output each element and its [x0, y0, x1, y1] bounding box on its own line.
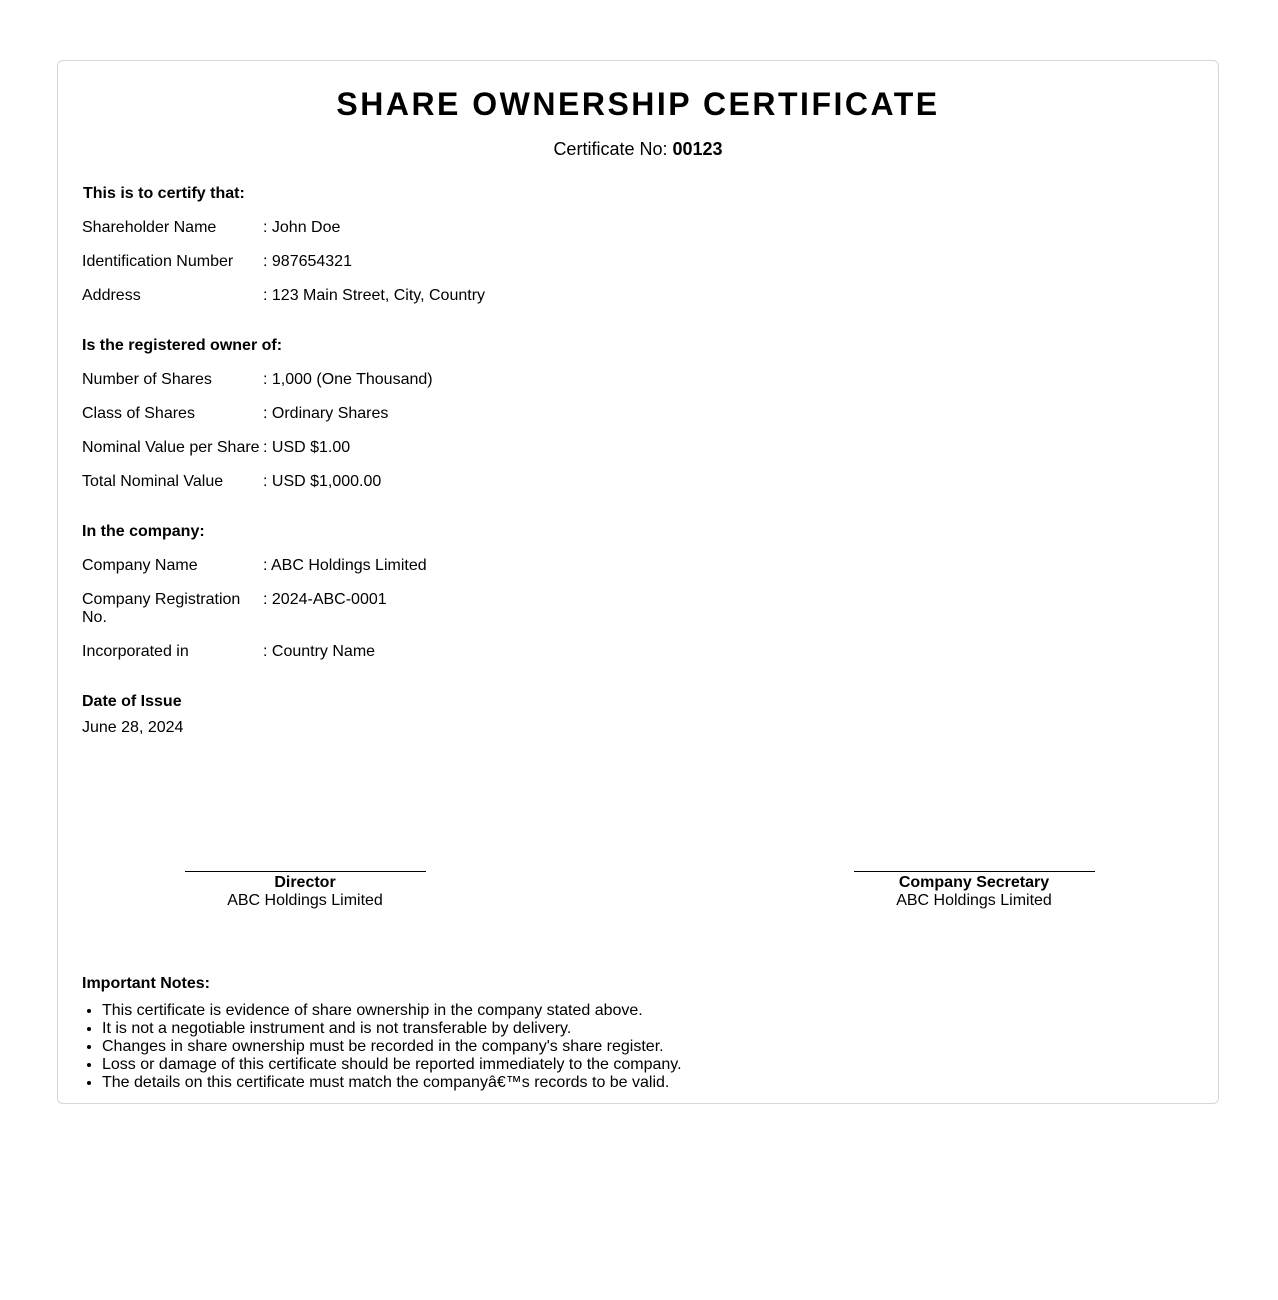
ownership-heading: Is the registered owner of: [82, 337, 283, 354]
detail-label: Company Name [82, 557, 198, 574]
detail-label: Nominal Value per Share [82, 439, 260, 456]
detail-label: Company Registration No. [82, 591, 241, 626]
detail-value: : ABC Holdings Limited [263, 557, 427, 574]
signature-role: Company Secretary [898, 874, 1050, 891]
date-of-issue-value: June 28, 2024 [82, 719, 184, 736]
list-item: • It is not a negotiable instrument and is not transferable by delivery. [102, 1020, 1182, 1038]
detail-value: : USD $1,000.00 [263, 473, 382, 490]
notes-list [82, 1002, 1182, 1092]
certify-heading: This is to certify that: [83, 185, 245, 202]
company-heading: In the company: [82, 523, 205, 540]
certificate-number: 00123 [672, 139, 723, 159]
detail-value: : John Doe [263, 219, 341, 236]
detail-value: : 1,000 (One Thousand) [263, 371, 433, 388]
list-item: • This certificate is evidence of share ownership in the company stated above. [102, 1002, 1182, 1020]
certificate-title: SHARE OWNERSHIP CERTIFICATE [336, 86, 940, 122]
detail-label: Class of Shares [82, 405, 195, 422]
important-notes-heading: Important Notes: [82, 975, 210, 992]
signature-line [854, 871, 1095, 872]
list-item: • Changes in share ownership must be recorded in the company's share register. [102, 1038, 1182, 1056]
detail-value: : 2024-ABC-0001 [263, 591, 387, 608]
secretary-signature-block [853, 871, 1095, 910]
certificate-card [57, 60, 1219, 1104]
important-notes [82, 974, 1182, 1092]
detail-label: Address [82, 287, 141, 304]
signature-role: Director [274, 874, 336, 891]
certificate-number-line [58, 138, 1218, 160]
list-item: • Loss or damage of this certificate should be reported immediately to the company. [102, 1056, 1182, 1074]
list-item: • The details on this certificate must match the companyâ€™s records to be valid. [102, 1074, 1182, 1092]
certificate-number-label: Certificate No: [553, 139, 673, 159]
signature-line [185, 871, 426, 872]
detail-value: : USD $1.00 [263, 439, 351, 456]
detail-value: : 987654321 [263, 253, 352, 270]
detail-label: Shareholder Name [82, 219, 217, 236]
detail-label: Incorporated in [82, 643, 189, 660]
detail-label: Total Nominal Value [82, 473, 224, 490]
detail-value: : 123 Main Street, City, Country [263, 287, 486, 304]
director-signature-block [184, 871, 426, 910]
detail-value: : Country Name [263, 643, 376, 660]
date-of-issue-heading: Date of Issue [82, 693, 182, 710]
signature-company: ABC Holdings Limited [896, 892, 1052, 909]
detail-label: Identification Number [82, 253, 234, 270]
detail-value: : Ordinary Shares [263, 405, 389, 422]
signature-company: ABC Holdings Limited [227, 892, 383, 909]
detail-label: Number of Shares [82, 371, 212, 388]
